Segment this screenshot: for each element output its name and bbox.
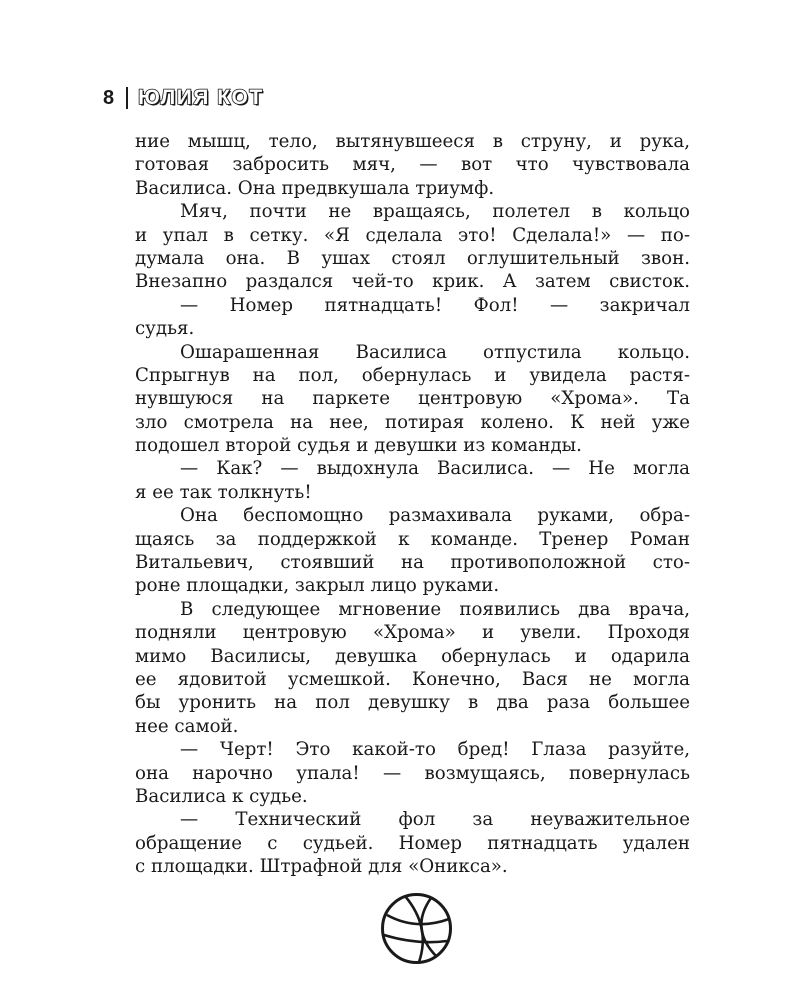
header-divider [126, 87, 128, 109]
text-line: я ее так толкнуть! [135, 481, 312, 503]
text-line: Она беспомощно размахивала руками, обра- [180, 505, 690, 527]
text-line: — Как? — выдохнула Василиса. — Не могла [180, 458, 690, 480]
body-text [135, 130, 690, 879]
text-line: нувшуюся на паркете центровую «Хрома». Та [135, 388, 690, 410]
running-header [103, 86, 264, 110]
text-line: ее ядовитой усмешкой. Конечно, Вася не могла [135, 668, 690, 690]
text-line: и упал в сетку. «Я сделала это! Сделала!» — по- [135, 224, 690, 246]
text-line: — Номер пятнадцать! Фол! — закричал [180, 294, 690, 316]
text-line: щаясь за поддержкой к команде. Тренер Роман [135, 528, 690, 550]
text-line: Витальевич, стоявший на противоположной сто- [135, 552, 690, 574]
basketball-icon [379, 891, 454, 966]
text-line: В следующее мгновение появились два врача, [180, 598, 690, 620]
text-line: судья. [135, 318, 195, 340]
text-line: думала она. В ушах стоял оглушительный звон. [135, 247, 690, 269]
text-line: — Технический фол за неуважительное [180, 809, 690, 831]
page-number: 8 [103, 86, 115, 109]
text-line: подняли центровую «Хрома» и увели. Проходя [135, 622, 690, 644]
text-line: с площадки. Штрафной для «Оникса». [135, 856, 508, 878]
text-line: обращение с судьей. Номер пятнадцать удален [135, 832, 690, 854]
text-line: ние мышц, тело, вытянувшееся в струну, и рука, [135, 131, 690, 152]
text-line: зло смотрела на нее, потирая колено. К ней уже [135, 411, 690, 433]
text-line: Спрыгнув на пол, обернулась и увидела растя- [135, 364, 690, 386]
text-line: Ошарашенная Василиса отпустила кольцо. [180, 341, 690, 363]
text-line: — Черт! Это какой-то бред! Глаза разуйте, [180, 739, 690, 761]
text-line: она нарочно упала! — возмущаясь, повернулась [135, 762, 690, 784]
text-line: бы уронить на пол девушку в два раза большее [135, 692, 690, 714]
text-line: мимо Василисы, девушка обернулась и одарила [135, 645, 690, 667]
text-line: роне площадки, закрыл лицо руками. [135, 575, 500, 597]
text-line: Мяч, почти не вращаясь, полетел в кольцо [180, 201, 690, 223]
text-line: Василиса. Она предвкушала триумф. [135, 177, 495, 199]
text-line: нее самой. [135, 715, 239, 737]
text-line: готовая забросить мяч, — вот что чувствовала [135, 154, 690, 176]
author-name: ЮЛИЯ КОТ [138, 86, 264, 109]
text-line: подошел второй судья и девушки из команды. [135, 435, 582, 457]
text-line: Внезапно раздался чей-то крик. А затем свисток. [135, 271, 690, 293]
text-line: Василиса к судье. [135, 785, 308, 807]
